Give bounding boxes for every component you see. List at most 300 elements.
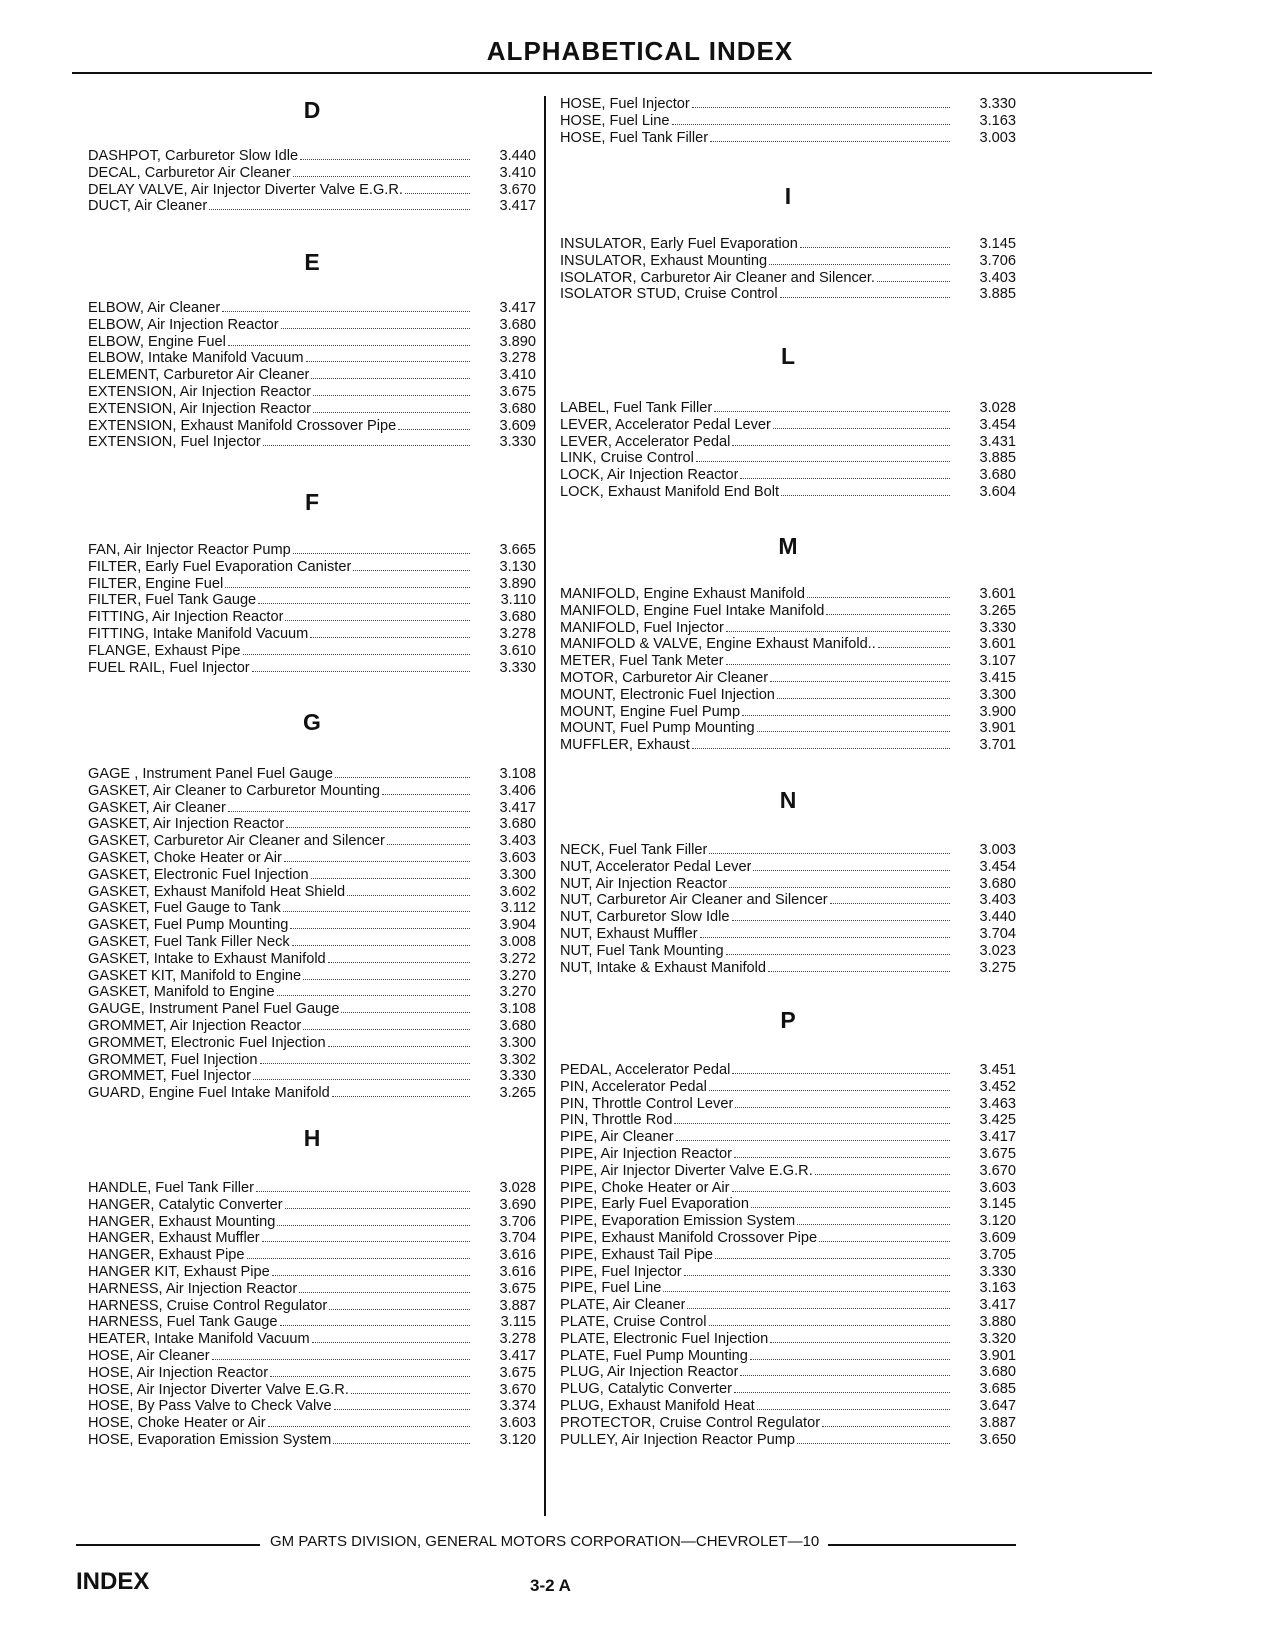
- leader-dots: [732, 1191, 950, 1192]
- leader-dots: [740, 1375, 950, 1376]
- entry-page: 3.680: [499, 316, 536, 333]
- entry-name: LINK, Cruise Control: [560, 450, 694, 467]
- entry-name: GASKET, Electronic Fuel Injection: [88, 866, 309, 883]
- entry-page: 3.265: [499, 1085, 536, 1102]
- leader-dots: [256, 1191, 470, 1192]
- index-entry: [560, 1364, 1016, 1381]
- leader-dots: [334, 1409, 470, 1410]
- leader-dots: [280, 1325, 470, 1326]
- entry-name: HARNESS, Air Injection Reactor: [88, 1280, 298, 1297]
- entry-name: FILTER, Fuel Tank Gauge: [88, 592, 257, 609]
- index-entry: [88, 867, 536, 884]
- entry-name: EXTENSION, Air Injection Reactor: [88, 383, 312, 400]
- index-entry: [88, 1348, 536, 1365]
- entry-name: PIN, Throttle Rod: [560, 1112, 673, 1129]
- entry-name: ELBOW, Air Injection Reactor: [88, 316, 279, 333]
- index-section: [88, 248, 536, 451]
- leader-dots: [300, 159, 470, 160]
- entry-page: 3.107: [979, 653, 1016, 670]
- leader-dots: [726, 954, 950, 955]
- index-entry: [560, 1096, 1016, 1113]
- leader-dots: [773, 428, 950, 429]
- entry-name: MUFFLER, Exhaust: [560, 737, 690, 754]
- entry-name: FUEL RAIL, Fuel Injector: [88, 659, 250, 676]
- index-entry: [88, 1264, 536, 1281]
- entry-name: ELEMENT, Carburetor Air Cleaner: [88, 367, 310, 384]
- index-entry: [88, 384, 536, 401]
- index-entry: [560, 960, 1016, 977]
- entry-page: 3.403: [979, 269, 1016, 286]
- index-entry: [88, 900, 536, 917]
- leader-dots: [281, 328, 470, 329]
- index-section: [88, 96, 536, 215]
- entry-page: 3.900: [979, 703, 1016, 720]
- entry-name: LEVER, Accelerator Pedal Lever: [560, 416, 771, 433]
- leader-dots: [830, 903, 950, 904]
- leader-dots: [734, 1392, 950, 1393]
- entry-name: GASKET, Air Injection Reactor: [88, 816, 285, 833]
- column-divider: [544, 96, 546, 1516]
- section-letter: G: [303, 709, 321, 735]
- entry-name: LOCK, Exhaust Manifold End Bolt: [560, 483, 780, 500]
- index-entry: [88, 783, 536, 800]
- entry-page: 3.403: [979, 892, 1016, 909]
- index-entry: [88, 401, 536, 418]
- index-entry: [88, 934, 536, 951]
- leader-dots: [333, 1443, 470, 1444]
- page-title: ALPHABETICAL INDEX: [486, 36, 794, 66]
- leader-dots: [335, 777, 470, 778]
- section-letter: H: [303, 1125, 321, 1151]
- leader-dots: [797, 1443, 950, 1444]
- index-entry: [560, 1398, 1016, 1415]
- leader-dots: [228, 345, 470, 346]
- leader-dots: [258, 603, 470, 604]
- leader-dots: [726, 631, 950, 632]
- leader-dots: [877, 281, 950, 282]
- leader-dots: [228, 811, 470, 812]
- entry-name: HOSE, Air Injector Diverter Valve E.G.R.: [88, 1381, 349, 1398]
- footer-publisher: GM PARTS DIVISION, GENERAL MOTORS CORPORATION—CHEVROLET—10: [270, 1533, 820, 1550]
- index-entry: [88, 148, 536, 165]
- leader-dots: [663, 1291, 950, 1292]
- leader-dots: [263, 445, 470, 446]
- index-entry: [560, 96, 1016, 113]
- entry-page: 3.680: [979, 1364, 1016, 1381]
- index-entry: [560, 400, 1016, 417]
- entry-page: 3.887: [979, 1414, 1016, 1431]
- index-entry: [560, 653, 1016, 670]
- entry-page: 3.440: [499, 148, 536, 164]
- leader-dots: [769, 264, 950, 265]
- entry-page: 3.300: [499, 1034, 536, 1051]
- entry-page: 3.616: [499, 1263, 536, 1280]
- entry-name: MOUNT, Electronic Fuel Injection: [560, 686, 775, 703]
- index-entry: [88, 1281, 536, 1298]
- entry-page: 3.278: [499, 1331, 536, 1348]
- entry-name: HEATER, Intake Manifold Vacuum: [88, 1331, 310, 1348]
- leader-dots: [253, 1079, 470, 1080]
- entry-name: GAGE , Instrument Panel Fuel Gauge: [88, 766, 333, 782]
- entry-page: 3.885: [979, 450, 1016, 467]
- entry-name: NUT, Fuel Tank Mounting: [560, 942, 724, 959]
- entry-name: PLATE, Electronic Fuel Injection: [560, 1330, 769, 1347]
- index-entry: [560, 484, 1016, 501]
- entry-name: DASHPOT, Carburetor Slow Idle: [88, 148, 299, 164]
- index-entry: [88, 1382, 536, 1399]
- index-entry: [560, 859, 1016, 876]
- entry-name: PIN, Throttle Control Lever: [560, 1095, 734, 1112]
- leader-dots: [729, 887, 950, 888]
- entry-page: 3.003: [979, 129, 1016, 146]
- index-entry: [560, 1348, 1016, 1365]
- entry-name: PIN, Accelerator Pedal: [560, 1078, 707, 1095]
- leader-dots: [714, 411, 950, 412]
- index-entry: [560, 586, 1016, 603]
- entry-page: 3.680: [499, 1017, 536, 1034]
- entry-name: EXTENSION, Fuel Injector: [88, 434, 261, 451]
- entry-name: ISOLATOR, Carburetor Air Cleaner and Silencer.: [560, 269, 875, 286]
- entry-page: 3.440: [979, 909, 1016, 926]
- leader-dots: [700, 937, 950, 938]
- entry-page: 3.330: [499, 434, 536, 451]
- leader-dots: [822, 1426, 950, 1427]
- leader-dots: [807, 597, 950, 598]
- index-entry: [560, 236, 1016, 253]
- index-entry: [88, 984, 536, 1001]
- entry-page: 3.609: [979, 1229, 1016, 1246]
- leader-dots: [757, 1409, 950, 1410]
- entry-page: 3.417: [979, 1129, 1016, 1146]
- index-section: [560, 182, 1016, 303]
- entry-page: 3.415: [979, 669, 1016, 686]
- entry-page: 3.403: [499, 833, 536, 850]
- entry-page: 3.028: [499, 1180, 536, 1196]
- entry-page: 3.670: [499, 181, 536, 198]
- index-section: [88, 488, 536, 676]
- entry-page: 3.272: [499, 950, 536, 967]
- leader-dots: [826, 614, 950, 615]
- entry-name: METER, Fuel Tank Meter: [560, 653, 724, 670]
- index-entry: [88, 609, 536, 626]
- leader-dots: [696, 461, 950, 462]
- leader-dots: [247, 1258, 470, 1259]
- index-entry: [88, 766, 536, 783]
- entry-name: HOSE, Air Injection Reactor: [88, 1364, 269, 1381]
- entry-page: 3.603: [499, 1415, 536, 1432]
- entry-page: 3.330: [499, 659, 536, 676]
- entry-name: HOSE, Fuel Injector: [560, 96, 690, 112]
- index-entry: [560, 130, 1016, 147]
- index-entry: [560, 720, 1016, 737]
- entry-page: 3.885: [979, 286, 1016, 303]
- index-entry: [88, 317, 536, 334]
- leader-dots: [750, 1359, 950, 1360]
- entry-page: 3.108: [499, 1001, 536, 1018]
- entry-name: GASKET, Fuel Gauge to Tank: [88, 900, 281, 917]
- entry-name: PLUG, Catalytic Converter: [560, 1381, 732, 1398]
- entry-name: PIPE, Choke Heater or Air: [560, 1179, 730, 1196]
- section-letter: N: [779, 787, 797, 813]
- section-letter: I: [784, 183, 792, 209]
- entry-page: 3.901: [979, 1347, 1016, 1364]
- entry-page: 3.120: [499, 1431, 536, 1448]
- index-entry: [88, 1331, 536, 1348]
- leader-dots: [328, 962, 470, 963]
- index-entry: [88, 1068, 536, 1085]
- index-entry: [560, 1331, 1016, 1348]
- entry-name: PLATE, Air Cleaner: [560, 1297, 686, 1314]
- entry-page: 3.300: [499, 866, 536, 883]
- index-entry: [88, 542, 536, 559]
- entry-page: 3.115: [500, 1314, 536, 1331]
- entry-page: 3.670: [979, 1162, 1016, 1179]
- entry-name: EXTENSION, Air Injection Reactor: [88, 400, 312, 417]
- entry-page: 3.890: [499, 333, 536, 350]
- section-letter: L: [780, 343, 796, 369]
- index-entry: [560, 603, 1016, 620]
- index-entry: [560, 620, 1016, 637]
- index-entry: [88, 1001, 536, 1018]
- index-entry: [560, 876, 1016, 893]
- entry-page: 3.675: [979, 1145, 1016, 1162]
- index-entry: [560, 1112, 1016, 1129]
- entry-name: MOTOR, Carburetor Air Cleaner: [560, 669, 769, 686]
- entry-page: 3.670: [499, 1381, 536, 1398]
- leader-dots: [797, 1224, 950, 1225]
- entry-name: HOSE, Choke Heater or Air: [88, 1415, 266, 1432]
- entry-name: HARNESS, Cruise Control Regulator: [88, 1297, 328, 1314]
- leader-dots: [405, 193, 470, 194]
- index-entry: [560, 670, 1016, 687]
- leader-dots: [347, 895, 470, 896]
- leader-dots: [398, 429, 470, 430]
- index-entry: [88, 165, 536, 182]
- entry-name: HARNESS, Fuel Tank Gauge: [88, 1314, 278, 1331]
- entry-name: HANGER KIT, Exhaust Pipe: [88, 1263, 270, 1280]
- entry-name: GUARD, Engine Fuel Intake Manifold: [88, 1085, 330, 1102]
- index-entry: [560, 467, 1016, 484]
- entry-page: 3.275: [979, 959, 1016, 976]
- entry-name: GASKET, Fuel Tank Filler Neck: [88, 933, 290, 950]
- leader-dots: [715, 1258, 950, 1259]
- entry-page: 3.463: [979, 1095, 1016, 1112]
- entry-name: FLANGE, Exhaust Pipe: [88, 642, 241, 659]
- index-entry: [560, 1146, 1016, 1163]
- index-entry: [560, 1079, 1016, 1096]
- entry-name: NUT, Carburetor Air Cleaner and Silencer: [560, 892, 828, 909]
- index-entry: [560, 1196, 1016, 1213]
- entry-name: GROMMET, Fuel Injection: [88, 1051, 258, 1068]
- entry-name: GASKET, Intake to Exhaust Manifold: [88, 950, 326, 967]
- index-entry: [88, 576, 536, 593]
- leader-dots: [328, 1046, 470, 1047]
- entry-name: GASKET, Choke Heater or Air: [88, 849, 282, 866]
- entry-name: DELAY VALVE, Air Injector Diverter Valve E.G.R.: [88, 181, 403, 198]
- leader-dots: [290, 928, 470, 929]
- leader-dots: [768, 971, 950, 972]
- index-entry: [88, 350, 536, 367]
- entry-name: NUT, Carburetor Slow Idle: [560, 909, 730, 926]
- index-section: [88, 708, 536, 1102]
- entry-name: PIPE, Air Cleaner: [560, 1129, 674, 1146]
- index-entry: [560, 1230, 1016, 1247]
- entry-page: 3.410: [499, 164, 536, 181]
- entry-page: 3.270: [499, 984, 536, 1001]
- entry-name: PIPE, Evaporation Emission System: [560, 1213, 796, 1230]
- entry-name: HANGER, Catalytic Converter: [88, 1196, 283, 1213]
- leader-dots: [306, 361, 471, 362]
- index-entry: [88, 592, 536, 609]
- index-entry: [88, 800, 536, 817]
- index-entry: [88, 833, 536, 850]
- index-entry: [560, 636, 1016, 653]
- entry-page: 3.675: [499, 1364, 536, 1381]
- entry-page: 3.108: [499, 766, 536, 782]
- entry-name: PLUG, Exhaust Manifold Heat: [560, 1397, 755, 1414]
- leader-dots: [286, 827, 470, 828]
- entry-page: 3.706: [979, 252, 1016, 269]
- index-entry: [88, 1230, 536, 1247]
- leader-dots: [692, 107, 950, 108]
- entry-page: 3.417: [979, 1297, 1016, 1314]
- entry-name: FILTER, Engine Fuel: [88, 575, 224, 592]
- entry-page: 3.665: [499, 542, 536, 558]
- entry-name: GAUGE, Instrument Panel Fuel Gauge: [88, 1001, 340, 1018]
- leader-dots: [277, 995, 470, 996]
- leader-dots: [243, 654, 471, 655]
- entry-name: PIPE, Fuel Line: [560, 1280, 662, 1297]
- entry-page: 3.647: [979, 1397, 1016, 1414]
- leader-dots: [293, 553, 470, 554]
- leader-dots: [311, 378, 470, 379]
- entry-name: NECK, Fuel Tank Filler: [560, 842, 708, 858]
- entry-name: ELBOW, Air Cleaner: [88, 300, 221, 316]
- leader-dots: [252, 671, 470, 672]
- entry-name: MANIFOLD & VALVE, Engine Exhaust Manifold..: [560, 636, 876, 653]
- entry-name: GASKET, Exhaust Manifold Heat Shield: [88, 883, 346, 900]
- index-entry: [88, 434, 536, 451]
- leader-dots: [709, 1325, 950, 1326]
- entry-name: FITTING, Intake Manifold Vacuum: [88, 625, 309, 642]
- entry-page: 3.705: [979, 1246, 1016, 1263]
- section-letter: D: [303, 97, 321, 123]
- leader-dots: [283, 911, 470, 912]
- entry-name: GASKET, Fuel Pump Mounting: [88, 917, 289, 934]
- leader-dots: [303, 1029, 470, 1030]
- entry-page: 3.008: [499, 933, 536, 950]
- entry-page: 3.330: [499, 1068, 536, 1085]
- entry-name: NUT, Intake & Exhaust Manifold: [560, 959, 767, 976]
- footer-page-number: 3-2 A: [530, 1576, 571, 1595]
- entry-page: 3.602: [499, 883, 536, 900]
- index-entry: [88, 917, 536, 934]
- index-entry: [560, 1163, 1016, 1180]
- leader-dots: [272, 1275, 470, 1276]
- leader-dots: [676, 1140, 950, 1141]
- entry-page: 3.406: [499, 782, 536, 799]
- entry-page: 3.680: [499, 816, 536, 833]
- entry-page: 3.610: [499, 642, 536, 659]
- entry-page: 3.417: [499, 1347, 536, 1364]
- index-section: [88, 1124, 536, 1449]
- index-section: [560, 342, 1016, 501]
- leader-dots: [819, 1241, 950, 1242]
- index-entry: [560, 1129, 1016, 1146]
- leader-dots: [732, 445, 950, 446]
- entry-page: 3.680: [499, 609, 536, 626]
- entry-name: GROMMET, Air Injection Reactor: [88, 1017, 302, 1034]
- entry-name: PIPE, Air Injection Reactor: [560, 1145, 732, 1162]
- index-entry: [88, 1197, 536, 1214]
- leader-dots: [672, 124, 950, 125]
- entry-name: INSULATOR, Early Fuel Evaporation: [560, 236, 798, 252]
- entry-page: 3.454: [979, 416, 1016, 433]
- entry-page: 3.265: [979, 602, 1016, 619]
- entry-page: 3.417: [499, 799, 536, 816]
- index-entry: [88, 1085, 536, 1102]
- entry-page: 3.880: [979, 1313, 1016, 1330]
- index-entry: [88, 1214, 536, 1231]
- entry-page: 3.887: [499, 1297, 536, 1314]
- leader-dots: [387, 844, 470, 845]
- entry-name: PLATE, Fuel Pump Mounting: [560, 1347, 748, 1364]
- index-entry: [88, 850, 536, 867]
- leader-dots: [284, 861, 470, 862]
- entry-page: 3.320: [979, 1330, 1016, 1347]
- entry-page: 3.278: [499, 625, 536, 642]
- index-entry: [88, 198, 536, 215]
- leader-dots: [674, 1123, 950, 1124]
- entry-page: 3.701: [979, 737, 1016, 754]
- section-letter: M: [778, 533, 798, 559]
- index-entry: [560, 270, 1016, 287]
- leader-dots: [268, 1426, 470, 1427]
- entry-name: FITTING, Air Injection Reactor: [88, 609, 284, 626]
- footer-rule-left: [76, 1544, 260, 1546]
- entry-page: 3.454: [979, 858, 1016, 875]
- leader-dots: [353, 570, 470, 571]
- entry-name: LABEL, Fuel Tank Filler: [560, 400, 713, 416]
- leader-dots: [710, 141, 950, 142]
- leader-dots: [285, 620, 470, 621]
- index-section: [560, 532, 1016, 754]
- entry-page: 3.704: [979, 925, 1016, 942]
- leader-dots: [260, 1063, 471, 1064]
- entry-page: 3.145: [979, 1196, 1016, 1213]
- entry-name: HANGER, Exhaust Muffler: [88, 1230, 260, 1247]
- entry-page: 3.028: [979, 400, 1016, 416]
- leader-dots: [303, 979, 470, 980]
- index-entry: [88, 1035, 536, 1052]
- index-entry: [560, 113, 1016, 130]
- leader-dots: [753, 870, 950, 871]
- entry-name: PULLEY, Air Injection Reactor Pump: [560, 1431, 795, 1448]
- leader-dots: [293, 176, 470, 177]
- index-section: [560, 1006, 1016, 1448]
- entry-page: 3.112: [500, 900, 536, 917]
- index-entry: [560, 1247, 1016, 1264]
- index-entry: [88, 1180, 536, 1197]
- top-rule: [72, 72, 1152, 74]
- entry-page: 3.704: [499, 1230, 536, 1247]
- index-entry: [88, 968, 536, 985]
- leader-dots: [262, 1241, 470, 1242]
- index-entry: [560, 1415, 1016, 1432]
- entry-page: 3.890: [499, 575, 536, 592]
- entry-page: 3.270: [499, 967, 536, 984]
- leader-dots: [780, 297, 950, 298]
